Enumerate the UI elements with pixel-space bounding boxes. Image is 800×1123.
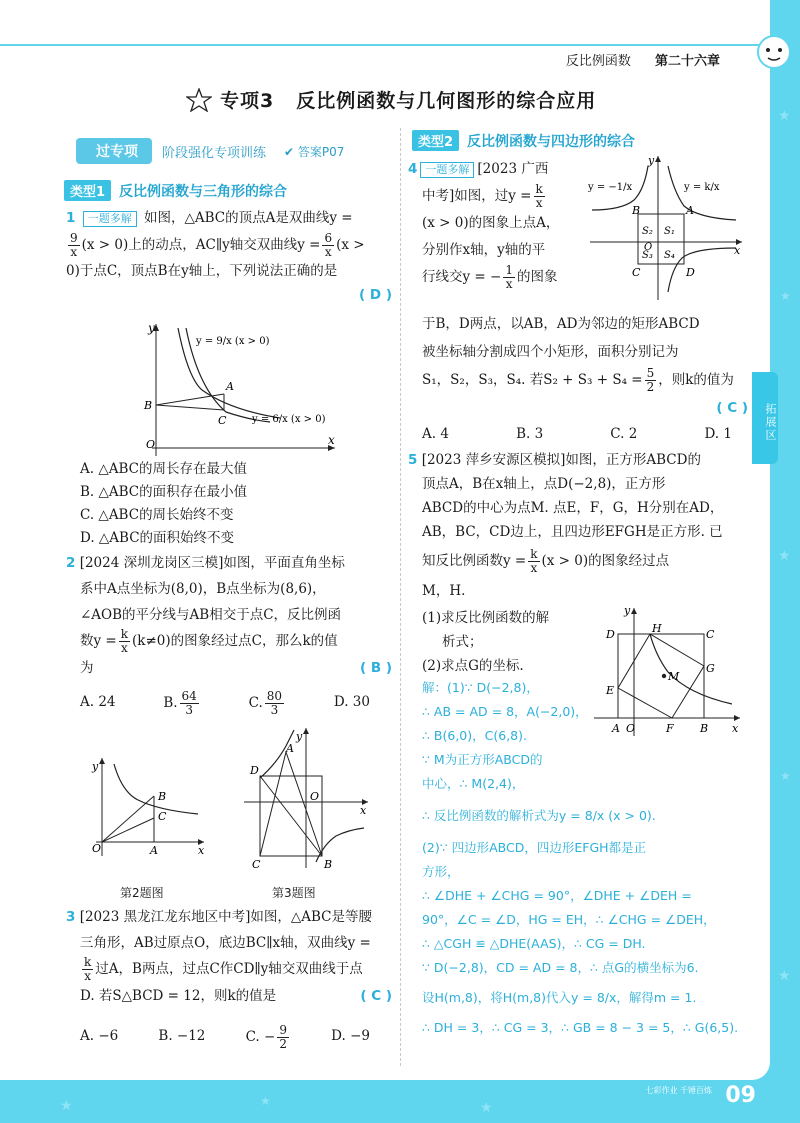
q2-option-b [163, 690, 201, 717]
svg-text:★: ★ [778, 968, 791, 984]
svg-text:x: x [360, 804, 367, 817]
q3-opt-c-den: 2 [279, 1037, 287, 1051]
q4-continued [422, 310, 748, 422]
q3-line2: 三角形，AB过原点O，底边BC∥x轴，双曲线y = [80, 935, 371, 951]
svg-text:S₄: S₄ [664, 250, 675, 261]
q2-opt-b-num: 64 [181, 689, 197, 703]
q1-point-c: C [218, 414, 227, 427]
q1-graph [140, 318, 340, 458]
q2-frac-den: x [120, 641, 128, 655]
q1-frac2-den: x [324, 245, 332, 259]
solution-line-5: 中心，∴ M(2,4)， [422, 776, 525, 791]
q5-sub2: (2)求点G的坐标. [422, 658, 524, 674]
q1-axis-y-label: y [148, 321, 155, 335]
q1-frac2-num: 6 [324, 231, 333, 245]
q2-opt-c-num: 80 [266, 689, 283, 703]
solution-line-10: 90°，∠C = ∠D，HG = EH，∴ ∠CHG = ∠DEH， [422, 912, 716, 927]
svg-text:G: G [706, 662, 715, 675]
q4-options [422, 422, 732, 446]
q4-curve2-label: y = k/x [684, 182, 720, 193]
figure-3-caption: 第3题图 [272, 886, 316, 900]
q1-option-c: C. △ABC的周长始终不变 [80, 507, 234, 523]
q1-tag: 一题多解 [83, 211, 137, 227]
q4-curve1-label: y = −1/x [588, 182, 633, 193]
question-3 [66, 904, 392, 1009]
figure-2 [88, 752, 208, 862]
svg-text:F: F [666, 722, 674, 735]
q2-options [80, 690, 370, 717]
q2-line2: 系中A点坐标为(8,0)，B点坐标为(8,6)， [80, 581, 326, 597]
type2-tag: 类型2 [412, 130, 459, 151]
q4-line4: 分别作x轴，y轴的平 [422, 242, 546, 258]
q5-line3: ABCD的中心为点M. 点E，F，G，H分别在AD， [422, 500, 724, 516]
q5-line4: AB，BC，CD边上，且四边形EFGH是正方形. 已 [422, 524, 723, 540]
svg-text:y: y [648, 154, 655, 167]
q5-line1: [2023 萍乡安源区模拟]如图，正方形ABCD的 [421, 452, 701, 468]
q4-curve-pos [668, 166, 736, 220]
question-1 [66, 206, 392, 307]
svg-text:D: D [606, 628, 615, 641]
q5-sub1: (1)求反比例函数的解 [422, 610, 550, 626]
q2-option-b-frac [180, 690, 199, 717]
section-sub: 阶段强化专项训练 [162, 145, 267, 161]
q1-line3: 0)于点C，顶点B在y轴上，下列说法正确的是 [66, 263, 338, 279]
q3-option-a: A. −6 [80, 1028, 119, 1044]
header-topic: 反比例函数 [565, 54, 631, 69]
svg-text:★: ★ [778, 548, 791, 564]
svg-text:O: O [310, 790, 320, 803]
solution-line-4: ∵ M为正方形ABCD的 [422, 752, 543, 767]
svg-text:A: A [150, 844, 158, 857]
svg-text:C: C [158, 810, 167, 823]
answer-page-text: 答案P07 [297, 144, 345, 159]
svg-text:★: ★ [480, 1100, 493, 1116]
svg-text:B: B [632, 204, 641, 217]
svg-text:C: C [252, 858, 261, 871]
q4-frac1 [534, 183, 545, 210]
solution-line-13: 设H(m,8)，将H(m,8)代入y = 8/x，解得m = 1. [422, 990, 697, 1005]
solution-line-12: ∵ D(−2,8)，CD = AD = 8，∴ 点G的横坐标为6. [422, 960, 699, 975]
svg-text:E: E [606, 684, 615, 697]
q3-line4: D. 若S△BCD = 12，则k的值是 [80, 988, 277, 1004]
title-spec: 专项3 [220, 90, 275, 112]
svg-text:y: y [296, 730, 303, 743]
column-divider [400, 128, 401, 1066]
question-4 [408, 156, 588, 291]
q2-option-c [249, 690, 286, 717]
q2-option-c-label: C. [248, 695, 263, 711]
q1-point-a: A [226, 380, 234, 393]
section-banner [76, 138, 344, 164]
q5-solution [422, 676, 762, 1040]
q5-line5b: (x > 0)的图象经过点 [541, 553, 670, 569]
type1-text: 反比例函数与三角形的综合 [119, 183, 288, 200]
q1-option-d: D. △ABC的面积始终不变 [80, 530, 235, 546]
svg-text:S₂: S₂ [642, 226, 653, 237]
q5-line6: M，H. [422, 583, 466, 599]
q2-line4b: (k≠0)的图象经过点C，那么k的值 [132, 633, 338, 649]
q3-number: 3 [66, 909, 76, 925]
q1-curve2-label: y = 6/x (x > 0) [252, 414, 326, 425]
question-2 [66, 550, 392, 681]
solution-line-1: 解：(1)∵ D(−2,8)， [422, 680, 539, 695]
q5-frac-den: x [530, 561, 538, 575]
q3-option-c-frac [277, 1024, 289, 1051]
q5-subquestions [422, 606, 602, 678]
q4-graph [586, 152, 746, 302]
page-title [186, 86, 596, 113]
star-badge-icon [186, 88, 212, 112]
q2-option-d: D. 30 [333, 694, 370, 710]
solution-line-11: ∴ △CGH ≌ △DHE(AAS)，∴ CG = DH. [422, 936, 646, 951]
q1-seg-bc [156, 405, 224, 410]
q2-opt-c-den: 3 [270, 703, 279, 717]
q2-frac-num: k [120, 627, 129, 641]
svg-text:★: ★ [780, 769, 791, 783]
svg-text:O: O [626, 722, 636, 735]
q1-line1: 如图，△ABC的顶点A是双曲线y = [144, 210, 353, 226]
svg-text:★: ★ [260, 1094, 271, 1108]
q4-line2a: 中考]如图，过y = [422, 188, 532, 204]
q3-option-c-label: C. [245, 1029, 260, 1045]
q1-point-b: B [144, 399, 153, 412]
q2-number: 2 [66, 555, 76, 571]
q4-option-d: D. 1 [704, 426, 732, 442]
svg-text:x: x [198, 844, 205, 857]
svg-text:A: A [686, 204, 694, 217]
q2-frac [119, 628, 130, 655]
q4-frac3-num: 5 [646, 366, 655, 380]
section-name: 过专项 [76, 138, 152, 164]
footer-brand: 七彩作业 千锤百炼 [645, 1086, 712, 1095]
q5-number: 5 [408, 452, 418, 468]
q1-line2a: (x > 0)上的动点，AC∥y轴交双曲线y = [81, 237, 321, 253]
q2-line1: [2024 深圳龙岗区三模]如图，平面直角坐标 [79, 555, 345, 571]
q2-line4a: 数y = [80, 633, 117, 649]
q1-options [80, 458, 380, 550]
svg-text:x: x [734, 244, 741, 257]
q4-frac2 [503, 264, 515, 291]
q1-frac2 [322, 232, 334, 259]
solution-line-6: ∴ 反比例函数的解析式为y = 8/x (x > 0). [422, 808, 656, 823]
q1-frac1-num: 9 [70, 231, 78, 245]
q4-line1: [2023 广西 [477, 161, 549, 177]
q2-answer: ( B ) [359, 660, 392, 676]
header-chapter: 第二十六章 [654, 54, 720, 69]
page-number: 09 [725, 1083, 756, 1108]
q3-answer: ( C ) [360, 988, 392, 1004]
q3-opt-c-num: 9 [279, 1023, 287, 1037]
svg-text:★: ★ [780, 289, 791, 303]
svg-text:D: D [250, 764, 259, 777]
mascot-icon [754, 32, 794, 72]
q4-tag: 一题多解 [420, 162, 474, 178]
q2-option-b-label: B. [163, 695, 178, 711]
q1-number: 1 [66, 210, 76, 226]
q1-frac1-den: x [70, 245, 78, 259]
question-5 [408, 448, 748, 603]
running-header [546, 50, 720, 69]
q3-option-c [246, 1024, 291, 1051]
solution-line-9: ∴ ∠DHE + ∠CHG = 90°，∠DHE + ∠DEH = [422, 888, 692, 903]
q3-line3: 过A，B两点，过点C作CD∥y轴交双曲线于点 [95, 961, 363, 977]
svg-text:★: ★ [60, 1098, 73, 1114]
q2-option-c-frac [265, 690, 284, 717]
svg-text:y: y [624, 604, 631, 617]
solution-line-8: 方形， [422, 864, 460, 879]
svg-text:C: C [706, 628, 715, 641]
q3-option-d: D. −9 [331, 1028, 370, 1044]
solution-line-3: ∴ B(6,0)，C(6,8). [422, 728, 527, 743]
q3-option-b: B. −12 [158, 1028, 206, 1044]
q4-answer: ( C ) [716, 400, 748, 416]
q4-line5a: 行线交y = − [422, 269, 502, 285]
q4-line8b: ，则k的值为 [658, 372, 734, 388]
svg-text:★: ★ [778, 108, 791, 124]
header-rule [0, 44, 770, 46]
title-text: 反比例函数与几何图形的综合应用 [296, 90, 597, 112]
q4-option-a: A. 4 [422, 426, 449, 442]
q4-frac3 [645, 367, 657, 394]
q4-line5b: 的图象 [516, 269, 558, 285]
q1-curve1-label: y = 9/x (x > 0) [196, 336, 270, 347]
q2-line5: 为 [80, 660, 94, 676]
q3-line1: [2023 黑龙江龙东地区中考]如图，△ABC是等腰 [79, 909, 373, 925]
figure-3 [240, 722, 370, 872]
q4-frac2-num: 1 [505, 263, 513, 277]
answer-page-ref: ✔ 答案P07 [284, 144, 345, 159]
q5-line2: 顶点A，B在x轴上，点D(−2,8)，正方形 [422, 476, 666, 492]
q1-line2b: (x > [336, 237, 365, 253]
q3-opt-c-sign: − [264, 1029, 276, 1045]
q1-origin-label: O [146, 438, 156, 451]
svg-text:O: O [644, 242, 653, 253]
q4-option-b: B. 3 [516, 426, 544, 442]
q3-frac [82, 956, 93, 983]
svg-text:O: O [92, 842, 102, 855]
solution-line-14: ∴ DH = 3，∴ CG = 3，∴ GB = 8 − 3 = 5，∴ G(6,5). [422, 1020, 739, 1035]
q3-frac-num: k [84, 955, 92, 969]
svg-text:y: y [92, 760, 99, 773]
svg-text:D: D [686, 266, 695, 279]
svg-text:S₁: S₁ [664, 226, 675, 237]
svg-text:A: A [612, 722, 620, 735]
type1-tag: 类型1 [64, 180, 111, 201]
type2-heading [412, 130, 635, 151]
q4-option-c: C. 2 [610, 426, 638, 442]
q1-answer: ( D ) [359, 287, 392, 303]
svg-text:B: B [700, 722, 709, 735]
q2-opt-b-den: 3 [185, 703, 193, 717]
q2-line3: ∠AOB的平分线与AB相交于点C，反比例函 [80, 607, 342, 623]
q2-option-a: A. 24 [80, 694, 116, 710]
svg-text:B: B [324, 858, 333, 871]
figure-2-caption: 第2题图 [120, 886, 164, 900]
q4-frac1-num: k [535, 182, 543, 196]
q5-frac-num: k [530, 547, 538, 561]
svg-text:x: x [732, 722, 739, 735]
solution-line-7: (2)∵ 四边形ABCD，四边形EFGH都是正 [422, 840, 647, 855]
q5-frac [528, 548, 539, 575]
q4-number: 4 [408, 161, 418, 177]
solution-line-2: ∴ AB = AD = 8，A(−2,0)， [422, 704, 588, 719]
q4-line3: (x > 0)的图象上点A， [422, 215, 560, 231]
svg-text:B: B [158, 790, 167, 803]
svg-text:A: A [286, 742, 294, 755]
svg-text:C: C [632, 266, 641, 279]
q3-options [80, 1024, 370, 1051]
q1-option-b: B. △ABC的面积存在最小值 [80, 484, 248, 500]
q4-line8a: S₁，S₂，S₃，S₄. 若S₂ + S₃ + S₄ = [422, 372, 643, 388]
q1-axis-x-label: x [328, 433, 335, 447]
q5-line5a: 知反比例函数y = [422, 553, 527, 569]
svg-text:H: H [652, 622, 662, 635]
type1-heading [64, 180, 287, 201]
q4-line7: 被坐标轴分割成四个小矩形，面积分别记为 [422, 344, 679, 360]
svg-text:M: M [668, 670, 680, 683]
q1-option-a: A. △ABC的周长存在最大值 [80, 461, 247, 477]
type2-text: 反比例函数与四边形的综合 [467, 133, 636, 150]
svg-text:S₃: S₃ [642, 250, 653, 261]
q1-frac1 [68, 232, 80, 259]
q4-curve-neg-lower [668, 248, 736, 292]
q4-frac2-den: x [505, 277, 513, 291]
q5-sub1b: 析式； [442, 634, 483, 650]
side-tab: 拓展区 [752, 372, 778, 464]
q3-frac-den: x [84, 969, 92, 983]
q4-line6: 于B，D两点，以AB，AD为邻边的矩形ABCD [422, 316, 700, 332]
q4-frac1-den: x [535, 196, 543, 210]
q4-frac3-den: 2 [646, 380, 655, 394]
